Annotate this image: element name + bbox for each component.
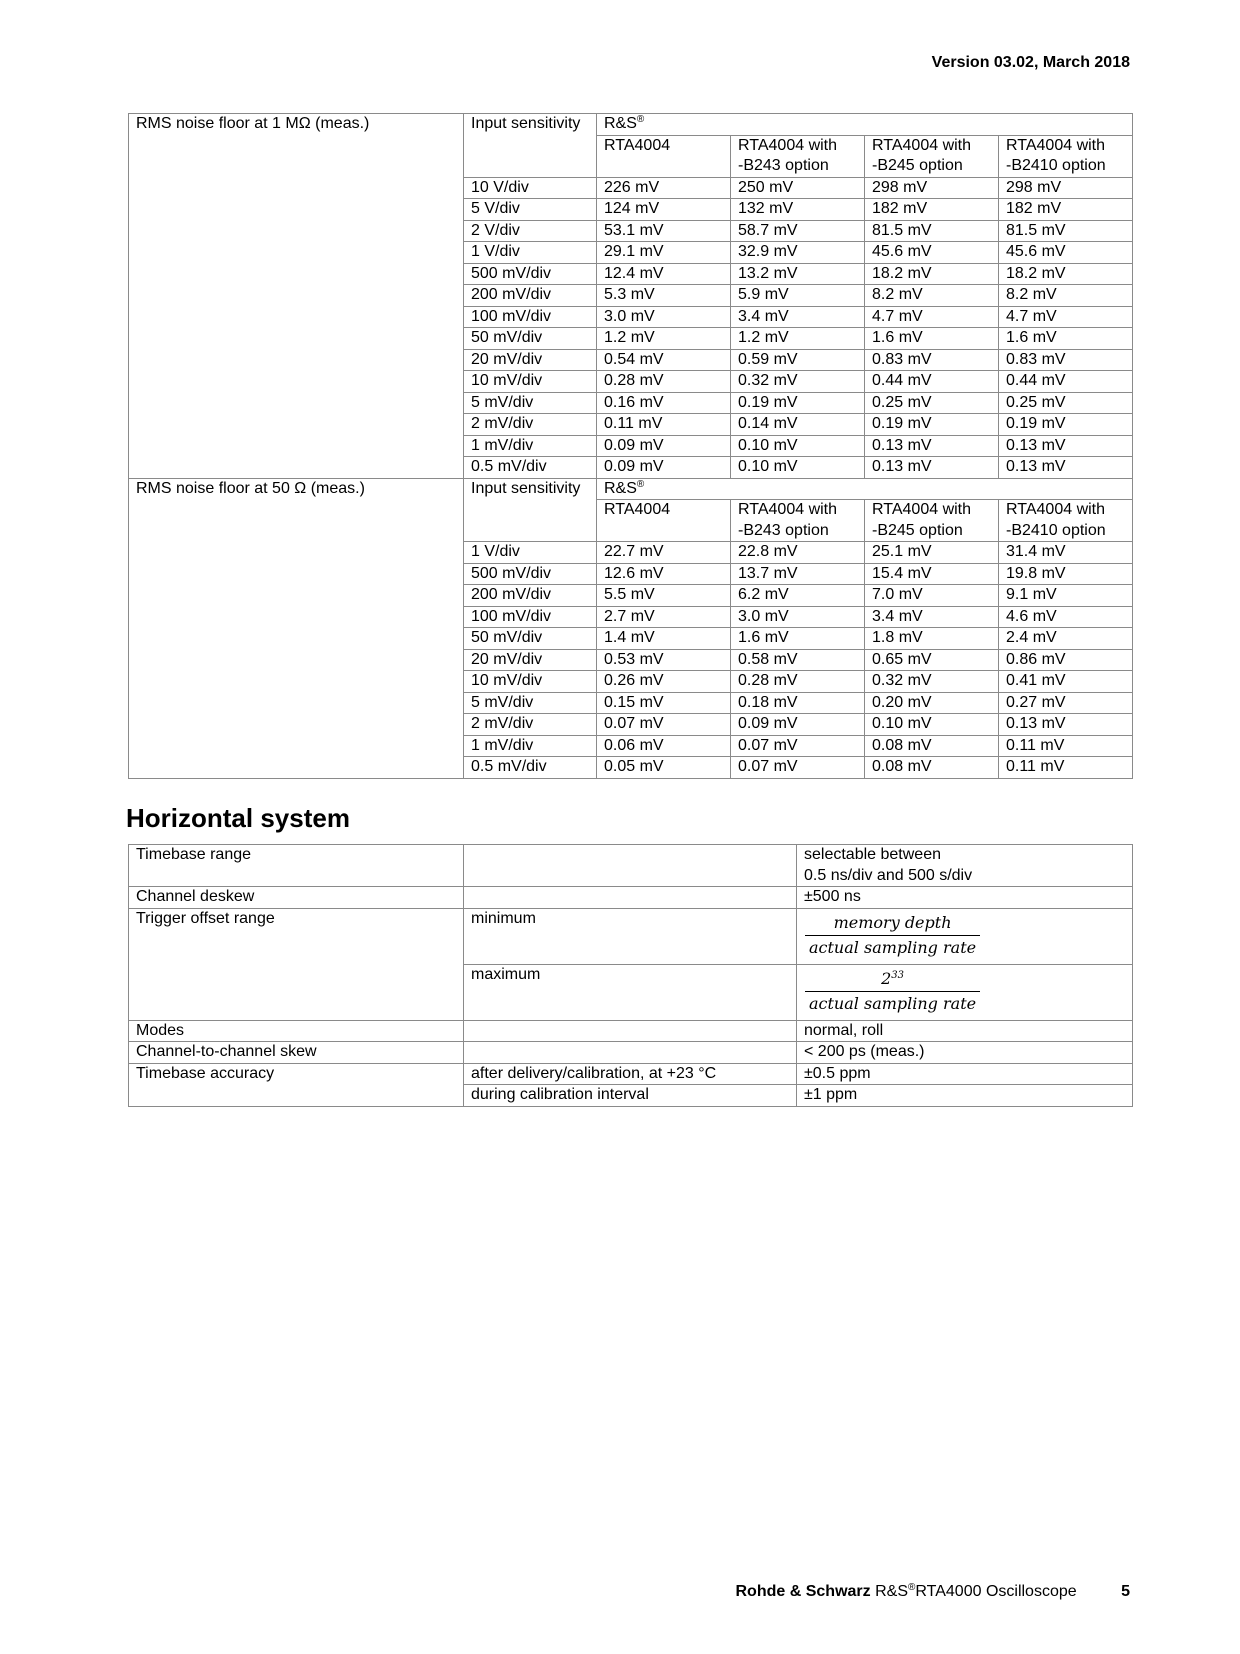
- noise-value-cell: 1.2 mV: [731, 328, 865, 350]
- noise-value-cell: 0.28 mV: [597, 371, 731, 393]
- column-header-model: [865, 135, 999, 177]
- noise-value-cell: 22.8 mV: [731, 542, 865, 564]
- sensitivity-cell: 20 mV/div: [464, 649, 597, 671]
- sensitivity-cell: 10 mV/div: [464, 671, 597, 693]
- noise-value-cell: 12.6 mV: [597, 563, 731, 585]
- sensitivity-cell: 10 V/div: [464, 177, 597, 199]
- condition-cell: maximum: [464, 964, 797, 1020]
- noise-value-cell: 0.08 mV: [865, 735, 999, 757]
- noise-value-cell: 18.2 mV: [999, 263, 1133, 285]
- power-base: 2: [881, 968, 892, 988]
- rms-noise-table: [128, 113, 1133, 779]
- noise-value-cell: 12.4 mV: [597, 263, 731, 285]
- noise-value-cell: 0.11 mV: [999, 735, 1133, 757]
- noise-value-cell: 45.6 mV: [865, 242, 999, 264]
- sensitivity-cell: 500 mV/div: [464, 263, 597, 285]
- noise-value-cell: 0.41 mV: [999, 671, 1133, 693]
- noise-value-cell: 13.2 mV: [731, 263, 865, 285]
- condition-cell: minimum: [464, 908, 797, 964]
- column-header-input-sensitivity: Input sensitivity: [464, 114, 597, 178]
- noise-value-cell: 9.1 mV: [999, 585, 1133, 607]
- formula-numerator: [805, 965, 980, 992]
- sensitivity-cell: 2 V/div: [464, 220, 597, 242]
- sensitivity-cell: 0.5 mV/div: [464, 757, 597, 779]
- brand-name: R&S: [604, 115, 637, 132]
- condition-cell: [464, 1020, 797, 1042]
- table-row: [129, 1042, 1133, 1064]
- sensitivity-cell: 5 mV/div: [464, 392, 597, 414]
- model-line: RTA4004 with: [872, 501, 972, 518]
- sensitivity-cell: 5 mV/div: [464, 692, 597, 714]
- noise-value-cell: 0.25 mV: [865, 392, 999, 414]
- noise-value-cell: 0.13 mV: [865, 457, 999, 479]
- registered-mark: ®: [636, 478, 645, 490]
- noise-value-cell: 298 mV: [999, 177, 1133, 199]
- noise-value-cell: 0.83 mV: [999, 349, 1133, 371]
- noise-value-cell: 0.44 mV: [865, 371, 999, 393]
- noise-value-cell: 4.7 mV: [865, 306, 999, 328]
- noise-value-cell: 6.2 mV: [731, 585, 865, 607]
- horizontal-system-table: [128, 844, 1133, 1107]
- noise-value-cell: 0.26 mV: [597, 671, 731, 693]
- formula-cell: [797, 908, 1133, 964]
- model-line: -B245 option: [872, 521, 963, 539]
- noise-value-cell: 250 mV: [731, 177, 865, 199]
- condition-cell: during calibration interval: [464, 1085, 797, 1107]
- param-label: Timebase accuracy: [129, 1063, 464, 1106]
- model-line: -B243 option: [738, 521, 829, 539]
- noise-value-cell: 0.11 mV: [597, 414, 731, 436]
- param-value: normal, roll: [797, 1020, 1133, 1042]
- sensitivity-cell: 50 mV/div: [464, 628, 597, 650]
- noise-value-cell: 4.6 mV: [999, 606, 1133, 628]
- column-header-model: [597, 135, 731, 177]
- noise-value-cell: 0.09 mV: [731, 714, 865, 736]
- formula-minimum: [805, 909, 980, 964]
- noise-value-cell: 0.20 mV: [865, 692, 999, 714]
- noise-value-cell: 0.09 mV: [597, 435, 731, 457]
- noise-value-cell: 0.08 mV: [865, 757, 999, 779]
- noise-value-cell: 13.7 mV: [731, 563, 865, 585]
- noise-value-cell: 1.8 mV: [865, 628, 999, 650]
- noise-value-cell: 0.65 mV: [865, 649, 999, 671]
- noise-value-cell: 0.16 mV: [597, 392, 731, 414]
- power-exponent: 33: [891, 969, 904, 981]
- noise-value-cell: 1.2 mV: [597, 328, 731, 350]
- noise-value-cell: 81.5 mV: [999, 220, 1133, 242]
- noise-value-cell: 124 mV: [597, 199, 731, 221]
- footer-product-name: RTA4000 Oscilloscope: [915, 1583, 1077, 1600]
- column-header-brand: [597, 478, 1133, 500]
- noise-value-cell: 45.6 mV: [999, 242, 1133, 264]
- noise-value-cell: 2.7 mV: [597, 606, 731, 628]
- noise-value-cell: 0.13 mV: [999, 435, 1133, 457]
- noise-value-cell: 0.07 mV: [597, 714, 731, 736]
- model-line: RTA4004 with: [1006, 501, 1106, 518]
- noise-value-cell: 15.4 mV: [865, 563, 999, 585]
- noise-value-cell: 3.0 mV: [597, 306, 731, 328]
- noise-value-cell: 0.07 mV: [731, 735, 865, 757]
- page-number: 5: [1121, 1583, 1130, 1600]
- noise-value-cell: 25.1 mV: [865, 542, 999, 564]
- noise-value-cell: 0.83 mV: [865, 349, 999, 371]
- column-header-model: [731, 500, 865, 542]
- noise-value-cell: 1.6 mV: [999, 328, 1133, 350]
- noise-value-cell: 0.59 mV: [731, 349, 865, 371]
- noise-value-cell: 18.2 mV: [865, 263, 999, 285]
- model-line: -B2410 option: [1006, 157, 1106, 174]
- noise-value-cell: 132 mV: [731, 199, 865, 221]
- noise-value-cell: 31.4 mV: [999, 542, 1133, 564]
- param-label: Channel-to-channel skew: [129, 1042, 464, 1064]
- noise-value-cell: 5.9 mV: [731, 285, 865, 307]
- noise-value-cell: 0.44 mV: [999, 371, 1133, 393]
- param-value: ±500 ns: [797, 887, 1133, 909]
- param-value: < 200 ps (meas.): [797, 1042, 1133, 1064]
- sensitivity-cell: 10 mV/div: [464, 371, 597, 393]
- noise-value-cell: 32.9 mV: [731, 242, 865, 264]
- registered-mark: ®: [908, 1582, 916, 1593]
- noise-value-cell: 1.6 mV: [731, 628, 865, 650]
- value-line: selectable between: [804, 846, 941, 863]
- noise-value-cell: 0.07 mV: [731, 757, 865, 779]
- noise-value-cell: 0.19 mV: [731, 392, 865, 414]
- section-title-horizontal-system: Horizontal system: [126, 803, 350, 833]
- condition-cell: [464, 1042, 797, 1064]
- model-line: -B2410 option: [1006, 521, 1106, 539]
- noise-value-cell: 182 mV: [865, 199, 999, 221]
- noise-value-cell: 81.5 mV: [865, 220, 999, 242]
- param-value: ±1 ppm: [797, 1085, 1133, 1107]
- noise-value-cell: 0.10 mV: [865, 714, 999, 736]
- noise-value-cell: 0.14 mV: [731, 414, 865, 436]
- column-header-model: [865, 500, 999, 542]
- formula-denominator: actual sampling rate: [809, 937, 977, 957]
- noise-value-cell: 1.4 mV: [597, 628, 731, 650]
- condition-cell: [464, 887, 797, 909]
- param-value: [797, 845, 1133, 887]
- table-row: [129, 1063, 1133, 1085]
- noise-value-cell: 29.1 mV: [597, 242, 731, 264]
- noise-value-cell: 0.13 mV: [865, 435, 999, 457]
- sensitivity-cell: 100 mV/div: [464, 306, 597, 328]
- document-version: Version 03.02, March 2018: [931, 54, 1130, 71]
- noise-value-cell: 53.1 mV: [597, 220, 731, 242]
- param-label: Modes: [129, 1020, 464, 1042]
- noise-value-cell: 0.18 mV: [731, 692, 865, 714]
- sensitivity-cell: 5 V/div: [464, 199, 597, 221]
- model-line: -B243 option: [738, 157, 829, 174]
- noise-value-cell: 0.86 mV: [999, 649, 1133, 671]
- noise-value-cell: 182 mV: [999, 199, 1133, 221]
- model-line: RTA4004 with: [738, 501, 838, 518]
- formula-cell: [797, 964, 1133, 1020]
- noise-value-cell: 0.27 mV: [999, 692, 1133, 714]
- sensitivity-cell: 500 mV/div: [464, 563, 597, 585]
- sensitivity-cell: 2 mV/div: [464, 714, 597, 736]
- param-label: RMS noise floor at 1 MΩ (meas.): [129, 114, 464, 479]
- model-line: RTA4004 with: [1006, 136, 1106, 154]
- noise-value-cell: 0.06 mV: [597, 735, 731, 757]
- brand-name: R&S: [604, 479, 637, 497]
- noise-value-cell: 0.25 mV: [999, 392, 1133, 414]
- model-line: RTA4004 with: [872, 136, 972, 154]
- noise-value-cell: 0.10 mV: [731, 457, 865, 479]
- noise-value-cell: 2.4 mV: [999, 628, 1133, 650]
- table-row: [129, 845, 1133, 887]
- sensitivity-cell: 2 mV/div: [464, 414, 597, 436]
- noise-value-cell: 7.0 mV: [865, 585, 999, 607]
- model-line: -B245 option: [872, 157, 963, 174]
- noise-value-cell: 0.32 mV: [865, 671, 999, 693]
- param-label: Channel deskew: [129, 887, 464, 909]
- noise-value-cell: 22.7 mV: [597, 542, 731, 564]
- sensitivity-cell: 50 mV/div: [464, 328, 597, 350]
- param-label: Timebase range: [129, 845, 464, 887]
- page-footer: [736, 1583, 1131, 1601]
- noise-value-cell: 3.0 mV: [731, 606, 865, 628]
- noise-value-cell: 0.32 mV: [731, 371, 865, 393]
- condition-cell: after delivery/calibration, at +23 °C: [464, 1063, 797, 1085]
- sensitivity-cell: 1 mV/div: [464, 735, 597, 757]
- footer-brand: Rohde & Schwarz: [735, 1583, 871, 1600]
- noise-value-cell: 3.4 mV: [865, 606, 999, 628]
- noise-value-cell: 0.58 mV: [731, 649, 865, 671]
- sensitivity-cell: 1 mV/div: [464, 435, 597, 457]
- registered-mark: ®: [636, 114, 645, 125]
- formula-denominator: actual sampling rate: [809, 993, 977, 1013]
- noise-value-cell: 0.19 mV: [999, 414, 1133, 436]
- noise-value-cell: 0.05 mV: [597, 757, 731, 779]
- noise-value-cell: 19.8 mV: [999, 563, 1133, 585]
- column-header-input-sensitivity: Input sensitivity: [464, 478, 597, 542]
- table-row: [129, 114, 1133, 136]
- param-value: ±0.5 ppm: [797, 1063, 1133, 1085]
- sensitivity-cell: 200 mV/div: [464, 585, 597, 607]
- column-header-model: [999, 135, 1133, 177]
- param-label: Trigger offset range: [129, 908, 464, 1020]
- formula-numerator: memory depth: [805, 909, 980, 936]
- sensitivity-cell: 1 V/div: [464, 242, 597, 264]
- table-row: [129, 908, 1133, 964]
- sensitivity-cell: 1 V/div: [464, 542, 597, 564]
- sensitivity-cell: 200 mV/div: [464, 285, 597, 307]
- table-row: [129, 887, 1133, 909]
- noise-value-cell: 58.7 mV: [731, 220, 865, 242]
- model-line: RTA4004: [604, 136, 671, 154]
- condition-cell: [464, 845, 797, 887]
- value-line: 0.5 ns/div and 500 s/div: [804, 866, 973, 884]
- noise-value-cell: 0.13 mV: [999, 457, 1133, 479]
- formula-maximum: [805, 965, 980, 1020]
- noise-value-cell: 3.4 mV: [731, 306, 865, 328]
- noise-value-cell: 0.10 mV: [731, 435, 865, 457]
- noise-value-cell: 0.13 mV: [999, 714, 1133, 736]
- noise-value-cell: 8.2 mV: [865, 285, 999, 307]
- column-header-model: [731, 135, 865, 177]
- noise-value-cell: 0.15 mV: [597, 692, 731, 714]
- noise-value-cell: 5.3 mV: [597, 285, 731, 307]
- model-line: RTA4004 with: [738, 136, 838, 154]
- sensitivity-cell: 100 mV/div: [464, 606, 597, 628]
- noise-value-cell: 0.54 mV: [597, 349, 731, 371]
- column-header-model: [999, 500, 1133, 542]
- noise-value-cell: 4.7 mV: [999, 306, 1133, 328]
- footer-product: [875, 1583, 1077, 1600]
- noise-value-cell: 0.19 mV: [865, 414, 999, 436]
- column-header-brand: [597, 114, 1133, 136]
- noise-value-cell: 5.5 mV: [597, 585, 731, 607]
- table-row: [129, 1020, 1133, 1042]
- sensitivity-cell: 20 mV/div: [464, 349, 597, 371]
- param-label: RMS noise floor at 50 Ω (meas.): [129, 478, 464, 778]
- footer-product-prefix: R&S: [875, 1583, 908, 1600]
- noise-value-cell: 8.2 mV: [999, 285, 1133, 307]
- model-line: RTA4004: [604, 501, 671, 518]
- noise-value-cell: 298 mV: [865, 177, 999, 199]
- column-header-model: [597, 500, 731, 542]
- noise-value-cell: 0.11 mV: [999, 757, 1133, 779]
- noise-value-cell: 0.09 mV: [597, 457, 731, 479]
- sensitivity-cell: 0.5 mV/div: [464, 457, 597, 479]
- noise-value-cell: 0.28 mV: [731, 671, 865, 693]
- noise-value-cell: 0.53 mV: [597, 649, 731, 671]
- noise-value-cell: 226 mV: [597, 177, 731, 199]
- noise-value-cell: 1.6 mV: [865, 328, 999, 350]
- table-row: [129, 478, 1133, 500]
